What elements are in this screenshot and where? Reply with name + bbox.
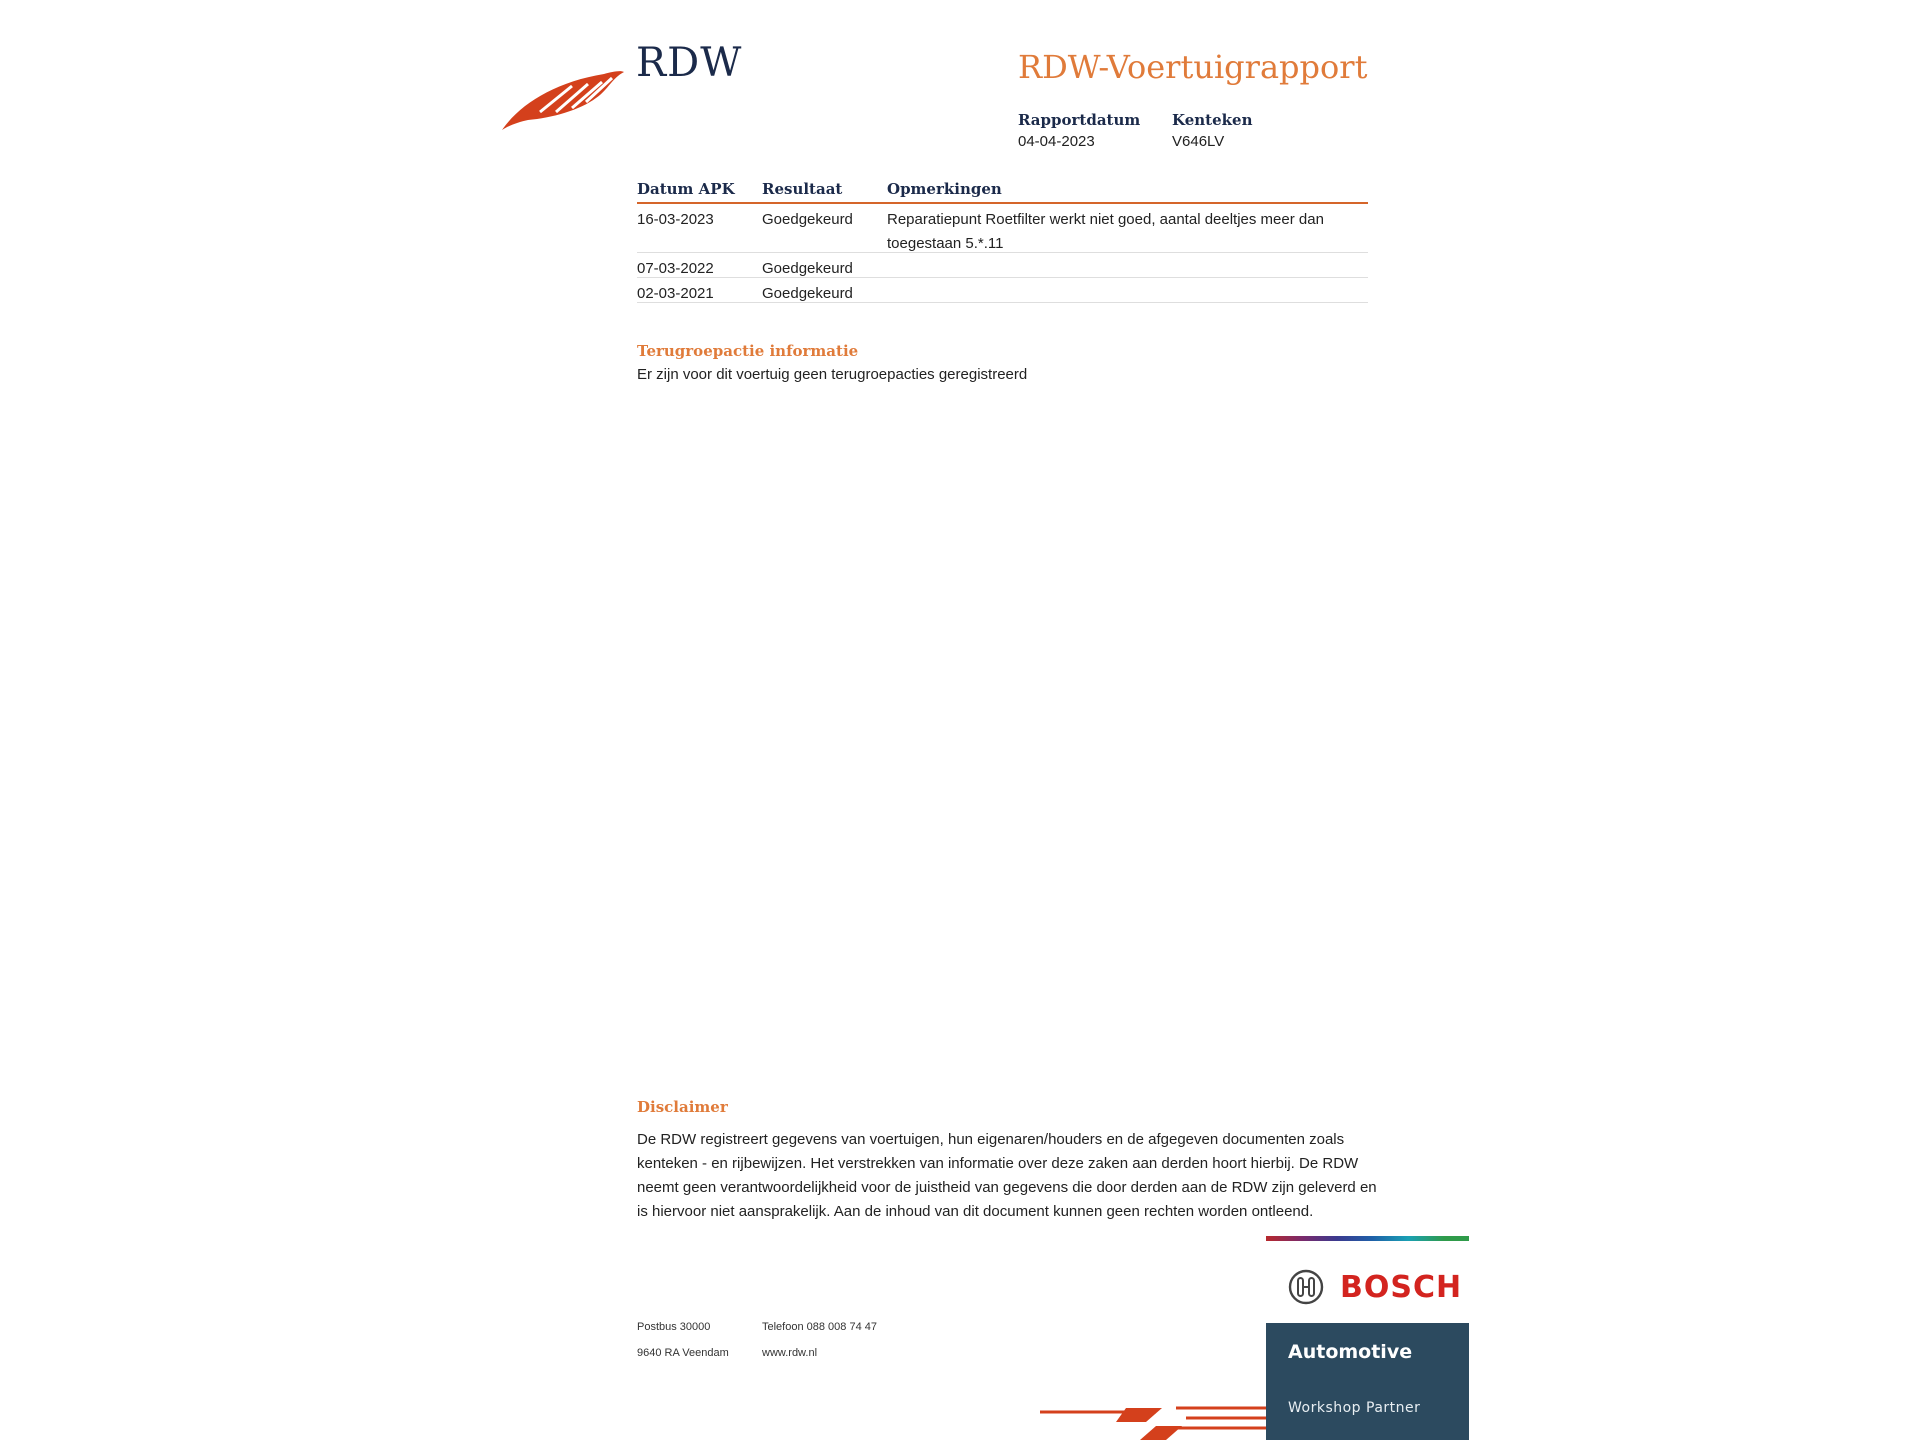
- apk-date: 07-03-2022: [637, 260, 714, 277]
- rdw-logo-text: RDW: [636, 40, 743, 86]
- plate-value: V646LV: [1172, 133, 1225, 150]
- table-row: [637, 253, 1368, 278]
- plate-label: Kenteken: [1172, 111, 1253, 129]
- table-row: [637, 204, 1368, 253]
- bosch-armature-icon: [1288, 1269, 1324, 1305]
- report-title: RDW-Voertuigrapport: [1018, 48, 1368, 86]
- apk-result: Goedgekeurd: [762, 260, 853, 277]
- apk-result: Goedgekeurd: [762, 211, 853, 228]
- column-header-date: Datum APK: [637, 180, 735, 198]
- disclaimer-title: Disclaimer: [637, 1098, 728, 1116]
- column-header-remarks: Opmerkingen: [887, 180, 1002, 198]
- footer-stripes-graphic: [1036, 1400, 1268, 1440]
- footer-city: 9640 RA Veendam: [637, 1347, 729, 1359]
- column-header-result: Resultaat: [762, 180, 843, 198]
- bosch-logo-panel: [1266, 1241, 1469, 1323]
- bosch-text-panel: [1266, 1323, 1469, 1440]
- table-row: [637, 278, 1368, 303]
- footer-postbus: Postbus 30000: [637, 1321, 711, 1333]
- recall-text: Er zijn voor dit voertuig geen terugroepacties geregistreerd: [637, 366, 1028, 383]
- bosch-line-automotive: Automotive: [1288, 1341, 1413, 1363]
- disclaimer-text: De RDW registreert gegevens van voertuigen, hun eigenaren/houders en de afgegeven documenten zoals kenteken - en rijbewijzen. Het verstrekken van informatie over deze zaken aan derden hoort hierbij. De RDW neemt geen verantwoordelijkheid voor de juistheid van gegevens die door derden aan de RDW zijn geleverd en is hiervoor niet aansprakelijk. Aan de inhoud van dit document kunnen geen rechten worden ontleend.: [637, 1131, 1377, 1220]
- footer-phone: Telefoon 088 008 74 47: [762, 1321, 877, 1333]
- recall-section-title: Terugroepactie informatie: [637, 342, 859, 360]
- apk-date: 02-03-2021: [637, 285, 714, 302]
- bosch-line-partner: Workshop Partner: [1288, 1400, 1421, 1416]
- report-date-value: 04-04-2023: [1018, 133, 1095, 150]
- apk-date: 16-03-2023: [637, 211, 714, 228]
- rdw-feather-logo-icon: [500, 64, 625, 132]
- bosch-brand-text: BOSCH: [1340, 1270, 1463, 1305]
- apk-result: Goedgekeurd: [762, 285, 853, 302]
- report-date-label: Rapportdatum: [1018, 111, 1141, 129]
- apk-remarks: Reparatiepunt Roetfilter werkt niet goed, aantal deeltjes meer dan toegestaan 5.*.11: [887, 211, 1324, 252]
- footer-website: www.rdw.nl: [762, 1347, 818, 1359]
- bosch-partner-badge: [1266, 1236, 1469, 1440]
